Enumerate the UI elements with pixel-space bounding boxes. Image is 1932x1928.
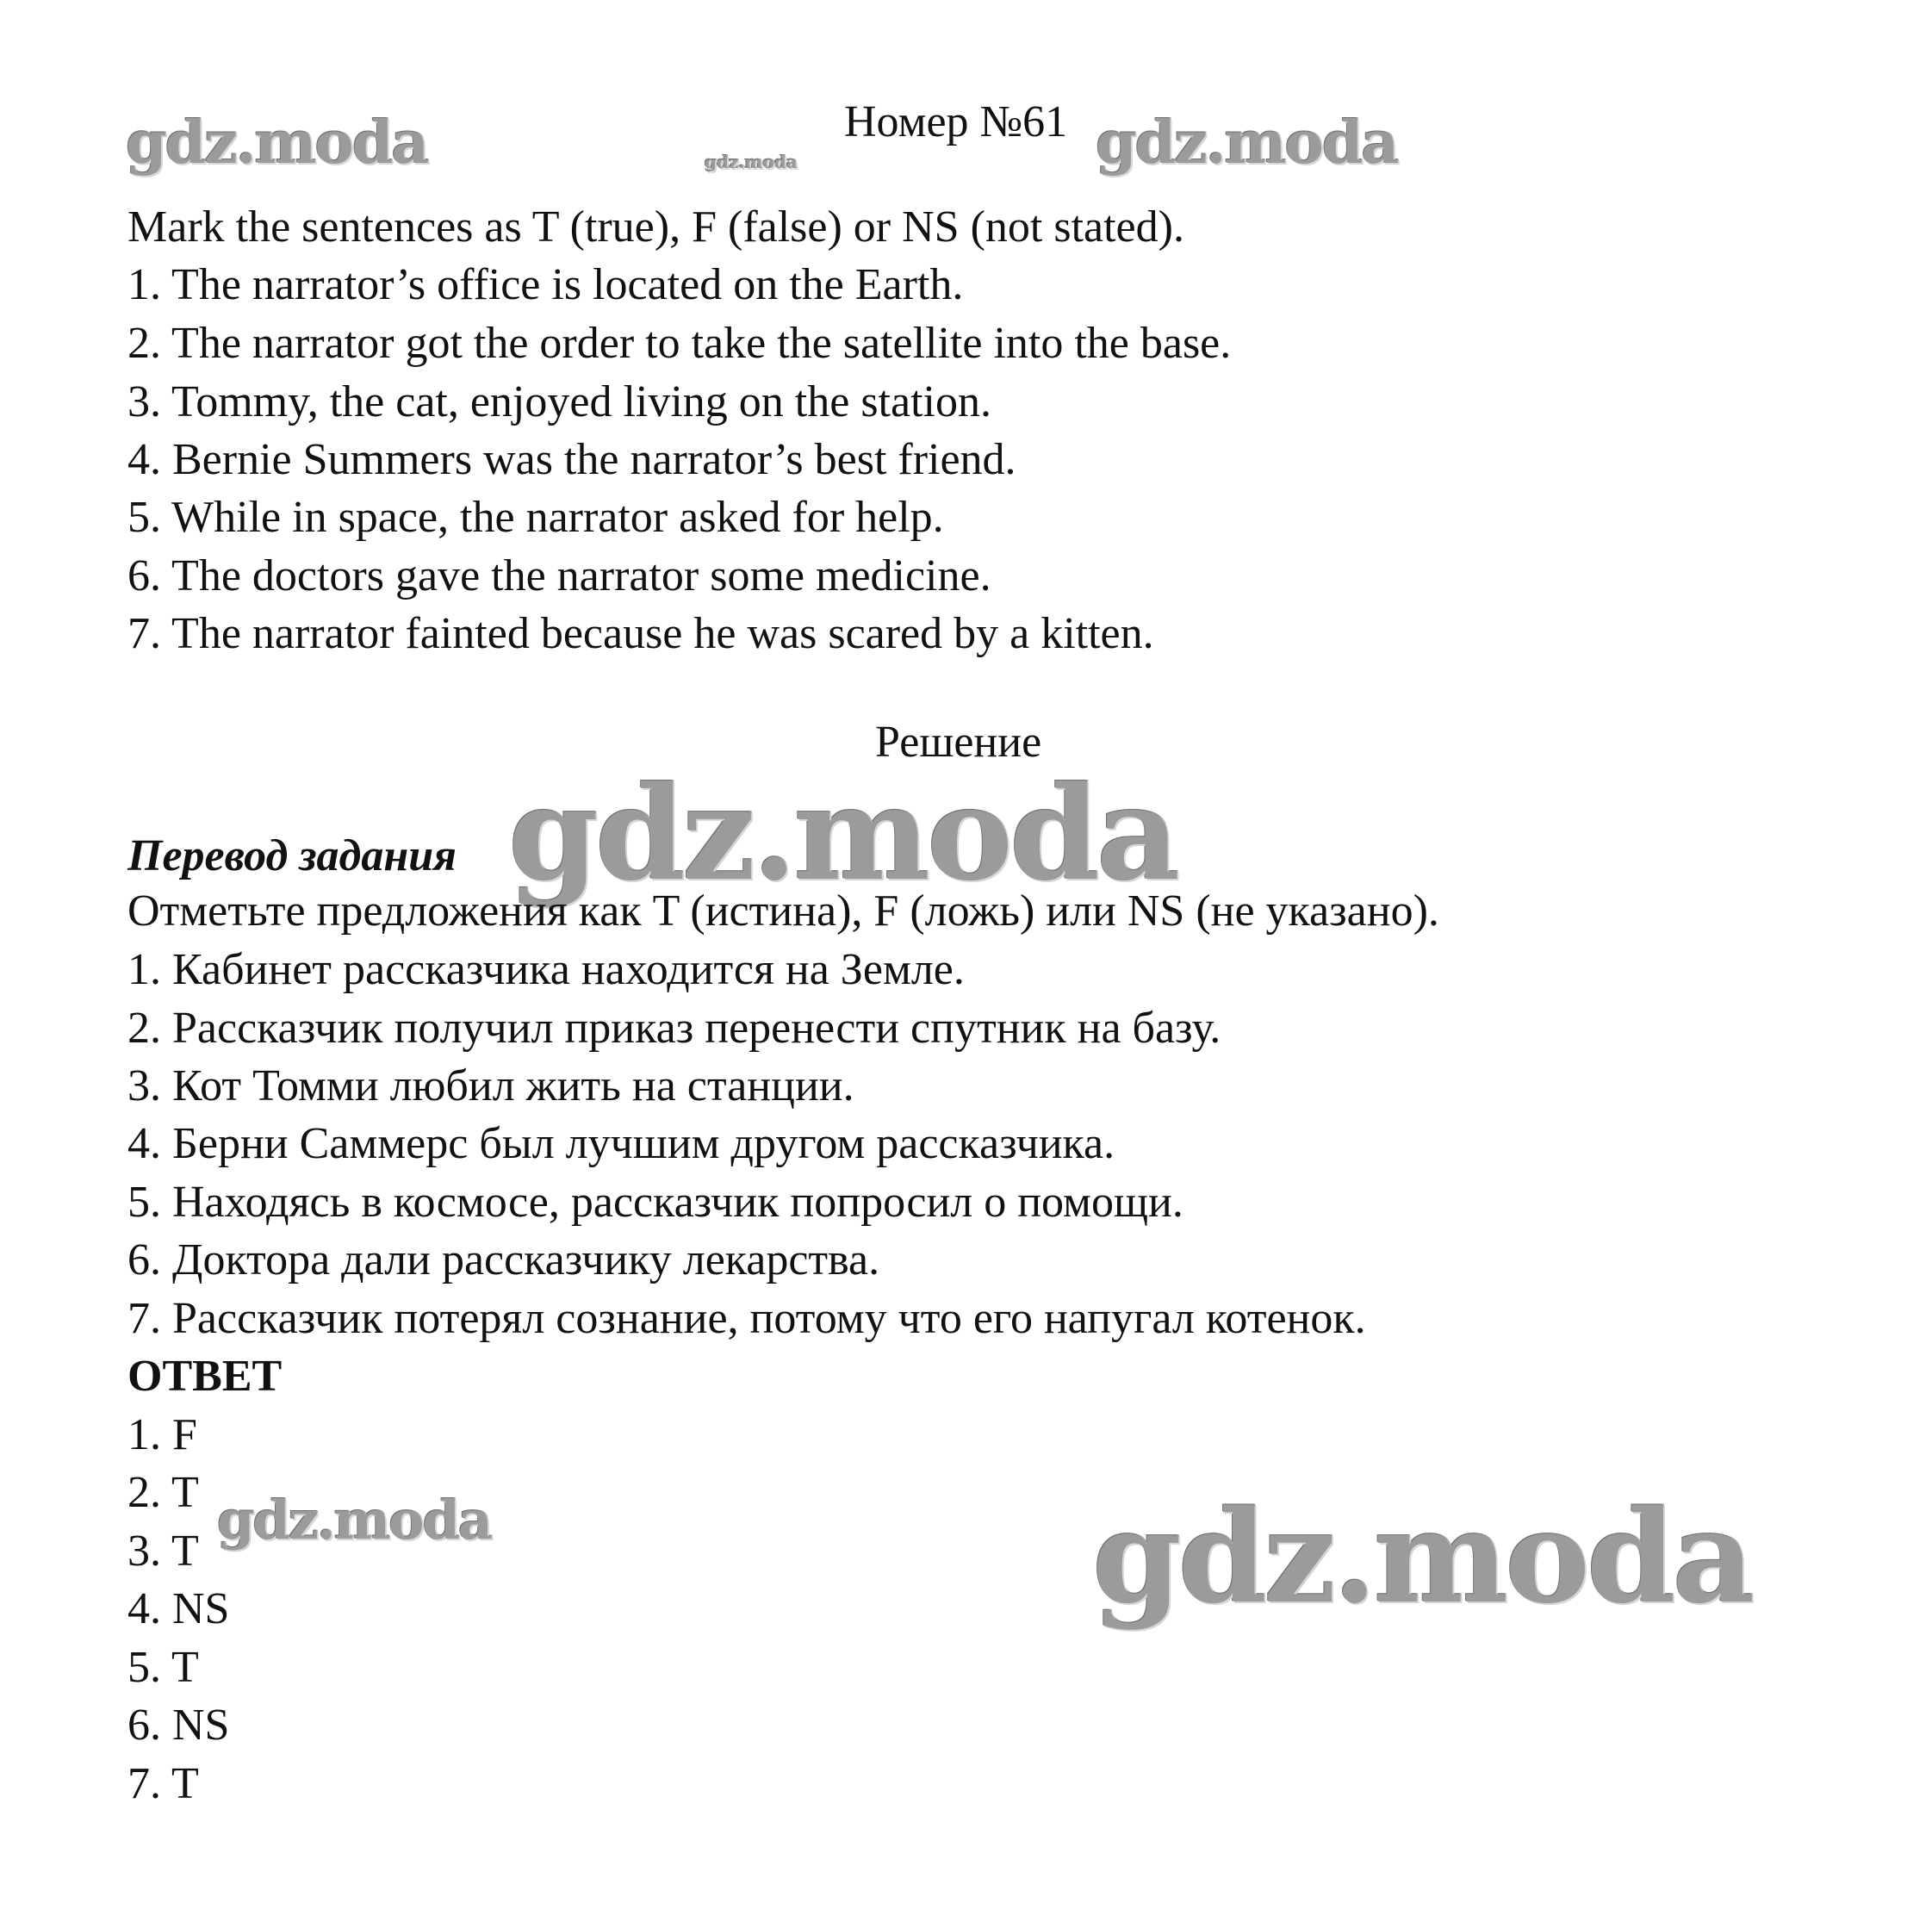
task-instruction: Mark the sentences as T (true), F (false) or NS (not stated).: [127, 202, 1184, 252]
watermark-logo: gdz.moda: [1092, 1482, 1752, 1632]
translation-item: 2. Рассказчик получил приказ перенести спутник на базу.: [127, 1004, 1221, 1053]
translation-item: 5. Находясь в космосе, рассказчик попросил о помощи.: [127, 1178, 1183, 1227]
answer-item: 5. T: [127, 1643, 199, 1692]
watermark-logo: gdz.moda: [508, 758, 1177, 910]
answer-item: 7. T: [127, 1759, 199, 1808]
translation-item: 1. Кабинет рассказчика находится на Земле.: [127, 945, 965, 994]
solution-heading: Решение: [875, 718, 1042, 767]
task-item: 7. The narrator fainted because he was scared by a kitten.: [127, 609, 1154, 658]
translation-heading: Перевод задания: [127, 831, 457, 880]
answer-item: 3. T: [127, 1527, 199, 1576]
task-item: 5. While in space, the narrator asked for help.: [127, 493, 944, 542]
answer-item: 6. NS: [127, 1701, 230, 1750]
task-item: 4. Bernie Summers was the narrator’s best friend.: [127, 435, 1016, 484]
translation-item: 6. Доктора дали рассказчику лекарства.: [127, 1235, 880, 1284]
translation-item: 7. Рассказчик потерял сознание, потому что его напугал котенок.: [127, 1294, 1366, 1343]
translation-instruction: Отметьте предложения как T (истина), F (ложь) или NS (не указано).: [127, 886, 1439, 936]
answer-item: 4. NS: [127, 1584, 230, 1633]
translation-item: 4. Берни Саммерс был лучшим другом рассказчика.: [127, 1119, 1115, 1168]
page-title: Номер №61: [844, 97, 1068, 146]
answer-item: 2. T: [127, 1468, 199, 1517]
task-item: 1. The narrator’s office is located on the Earth.: [127, 260, 964, 309]
watermark-logo: gdz.moda: [126, 109, 428, 177]
answer-item: 1. F: [127, 1410, 197, 1459]
answer-heading: ОТВЕТ: [127, 1352, 283, 1401]
watermark-logo: gdz.moda: [217, 1489, 491, 1552]
watermark-logo: gdz.moda: [705, 152, 798, 172]
task-item: 6. The doctors gave the narrator some medicine.: [127, 551, 991, 600]
task-item: 2. The narrator got the order to take the satellite into the base.: [127, 319, 1232, 368]
translation-item: 3. Кот Томми любил жить на станции.: [127, 1061, 854, 1110]
task-item: 3. Tommy, the cat, enjoyed living on the station.: [127, 377, 991, 426]
watermark-logo: gdz.moda: [1096, 109, 1398, 177]
